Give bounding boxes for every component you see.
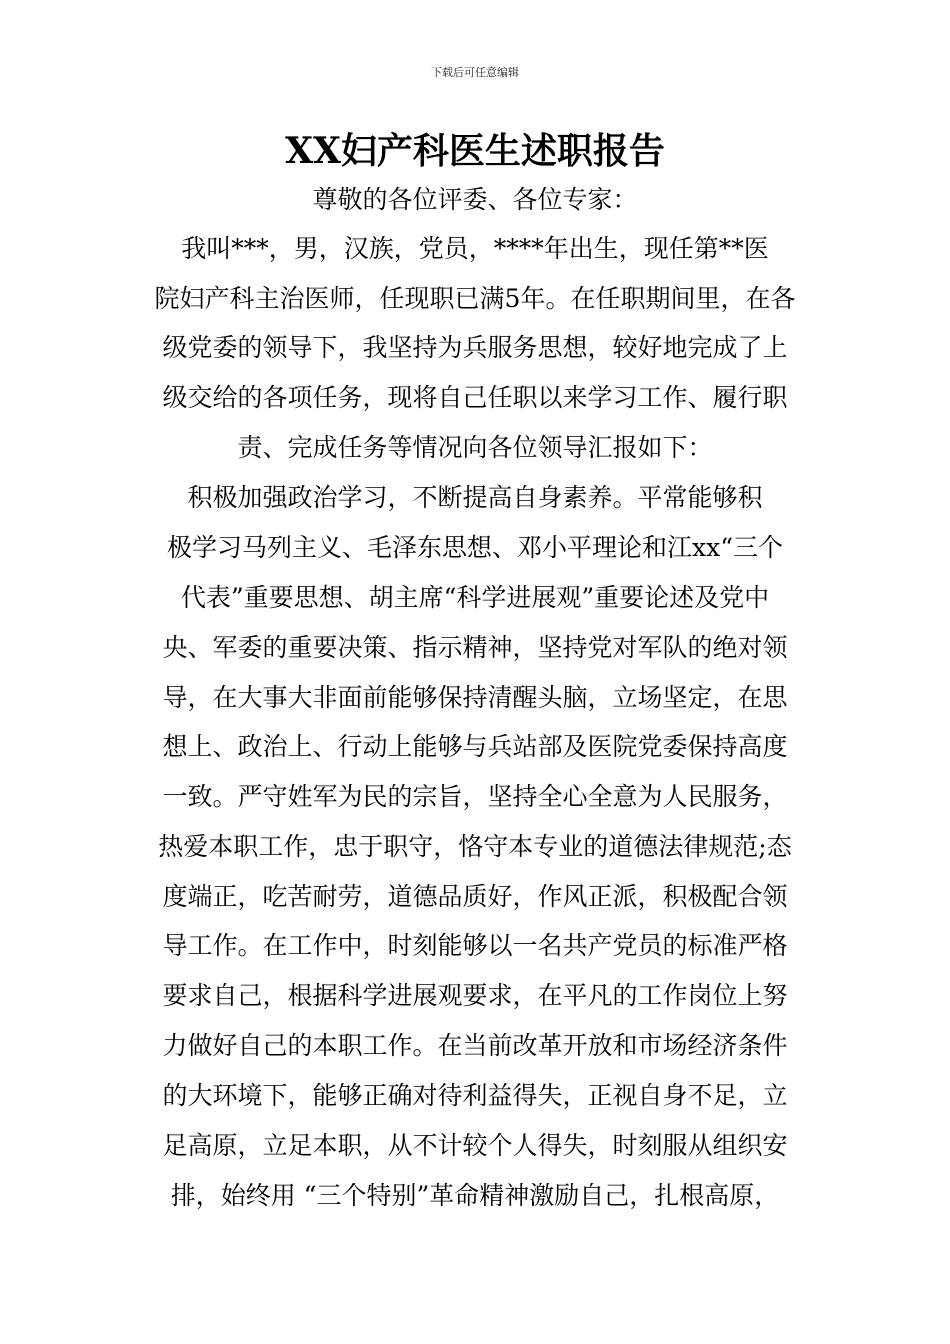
document-title: XX妇产科医生述职报告	[285, 130, 665, 172]
page-header: 下载后可任意编辑	[431, 66, 519, 79]
text-line: 导，在大事大非面前能够保持清醒头脑，立场坚定，在思	[162, 683, 788, 712]
text-line: 力做好自己的本职工作。在当前改革开放和市场经济条件	[162, 1031, 788, 1060]
text-line: 级党委的领导下，我坚持为兵服务思想，较好地完成了上	[162, 333, 788, 362]
text-line: 院妇产科主治医师，任现职已满5年。在任职期间里，在各	[154, 284, 796, 313]
text-line: 级交给的各项任务，现将自己任职以来学习工作、履行职	[162, 383, 788, 412]
text-line: 代表”重要思想、胡主席“科学进展观”重要论述及党中	[180, 583, 770, 612]
text-line: 想上、政治上、行动上能够与兵站部及医院党委保持高度	[162, 732, 788, 761]
text-line: 的大环境下，能够正确对待利益得失，正视自身不足，立	[162, 1081, 788, 1110]
text-line: 排，始终用 “三个特别”革命精神激励自己，扎根高原，	[170, 1181, 780, 1210]
text-line: 我叫***，男，汉族，党员，****年出生，现任第**医	[181, 234, 769, 263]
text-line: 积极加强政治学习，不断提高自身素养。平常能够积	[187, 483, 763, 512]
text-line: 导工作。在工作中，时刻能够以一名共产党员的标准严格	[162, 931, 788, 960]
text-line: 责、完成任务等情况向各位领导汇报如下：	[237, 433, 713, 462]
text-line: 度端正，吃苦耐劳，道德品质好，作风正派，积极配合领	[162, 882, 788, 911]
text-line: 要求自己，根据科学进展观要求，在平凡的工作岗位上努	[162, 981, 788, 1010]
text-line: 一致。严守姓军为民的宗旨，坚持全心全意为人民服务，	[162, 782, 788, 811]
text-line: 热爱本职工作，忠于职守，恪守本专业的道德法律规范;态	[158, 832, 792, 861]
text-line: 尊敬的各位评委、各位专家：	[312, 185, 638, 214]
text-line: 央、军委的重要决策、指示精神，坚持党对军队的绝对领	[162, 633, 788, 662]
text-line: 足高原，立足本职，从不计较个人得失，时刻服从组织安	[162, 1131, 788, 1160]
text-line: 极学习马列主义、毛泽东思想、邓小平理论和江xx“三个	[167, 533, 783, 562]
